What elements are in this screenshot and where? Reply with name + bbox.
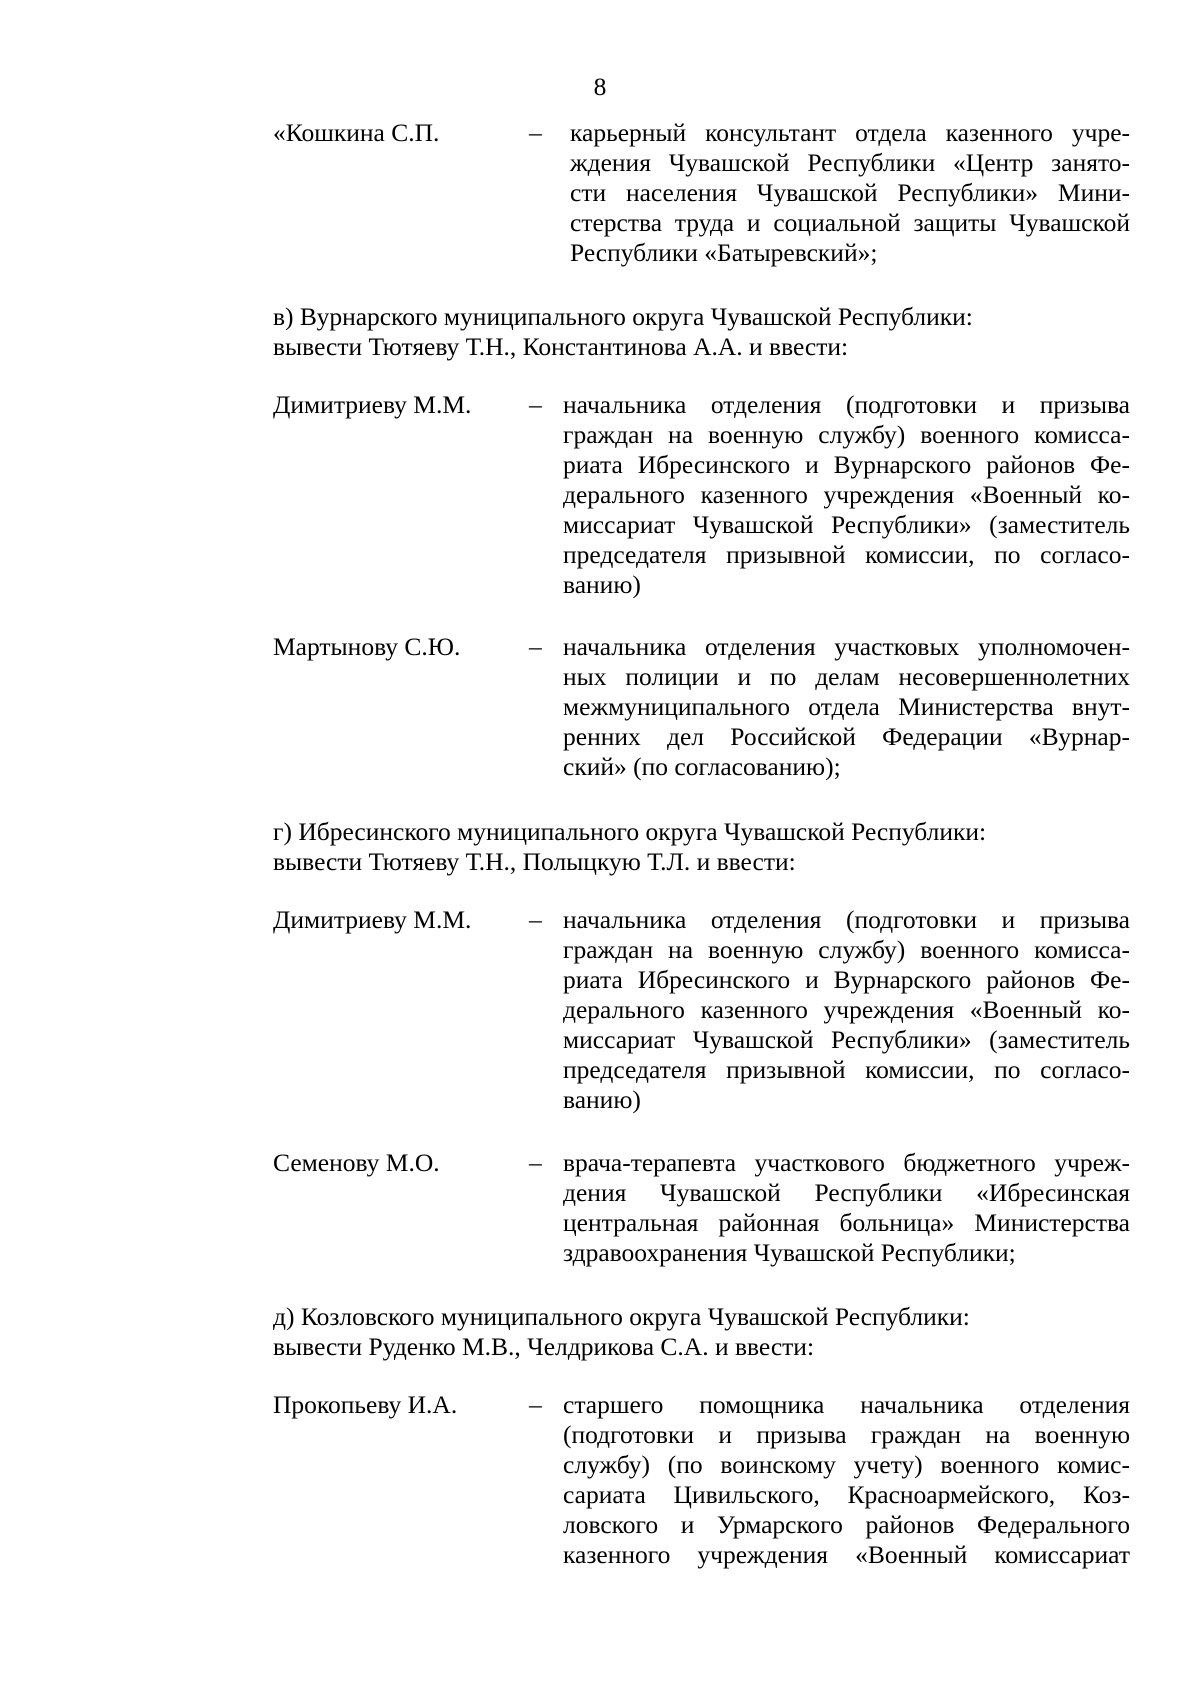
description-line: межмуниципального отдела Министерства внут- [563,692,1130,721]
description-line: сариата Цивильского, Красноармейского, Коз- [563,1480,1130,1509]
member-name: Прокопьеву И.А. [273,1390,458,1419]
district-section [273,1302,1133,1362]
member-description [570,118,1130,268]
description-line: начальника отделения (подготовки и призыва [563,390,1130,419]
description-line: граждан на военную службу) военного комисса- [563,420,1130,449]
description-line: старшего помощника начальника отделения [563,1390,1130,1419]
description-line: дения Чувашской Республики «Ибресинская [563,1178,1130,1207]
description-line: службу) (по воинскому учету) военного комис- [563,1450,1130,1479]
description-line: здравоохранения Чувашской Республики; [563,1238,1016,1267]
description-line: граждан на военную службу) военного комисса- [563,935,1130,964]
description-line: казенного учреждения «Военный комиссариат [563,1540,1130,1569]
section-action: вывести Тютяеву Т.Н., Полыцкую Т.Л. и ввести: [273,847,796,876]
member-name: Семенову М.О. [273,1148,440,1177]
description-line: центральная районная больница» Министерства [563,1208,1130,1237]
description-line: (подготовки и призыва граждан на военную [563,1420,1130,1449]
description-line: сти населения Чувашской Республики» Мини- [570,178,1130,207]
description-line: риата Ибресинского и Вурнарского районов Фе- [563,965,1130,994]
description-line: врача-терапевта участкового бюджетного учреж- [563,1148,1130,1177]
member-name: Димитриеву М.М. [273,390,472,419]
description-line: ждения Чувашской Республики «Центр занято- [570,148,1130,177]
entry-dash: – [529,632,542,661]
description-line: риата Ибресинского и Вурнарского районов Фе- [563,450,1130,479]
district-section [273,302,1133,362]
member-description [563,905,1130,1115]
description-line: Республики «Батыревский»; [570,238,878,267]
description-line: ных полиции и по делам несовершеннолетних [563,662,1130,691]
description-line: начальника отделения (подготовки и призыва [563,905,1130,934]
section-heading: д) Козловского муниципального округа Чувашской Республики: [273,1302,970,1331]
entry-dash: – [529,905,542,934]
member-name: Мартынову С.Ю. [273,632,461,661]
description-line: дерального казенного учреждения «Военный ко- [563,480,1130,509]
description-line: карьерный консультант отдела казенного учре- [570,118,1130,147]
member-description [563,1148,1130,1268]
member-name: «Кошкина С.П. [273,118,440,147]
description-line: миссариат Чувашской Республики» (заместитель [563,1025,1130,1054]
entry-dash: – [529,118,542,147]
description-line: стерства труда и социальной защиты Чувашской [570,208,1130,237]
page-number: 8 [593,72,607,101]
section-heading: в) Вурнарского муниципального округа Чувашской Республики: [273,302,973,331]
member-name: Димитриеву М.М. [273,905,472,934]
entry-dash: – [529,390,542,419]
member-description [563,1390,1130,1570]
description-line: начальника отделения участковых уполномочен- [563,632,1130,661]
description-line: ванию) [563,570,641,599]
member-description [563,390,1130,600]
entry-dash: – [529,1390,542,1419]
member-description [563,632,1130,782]
description-line: ванию) [563,1085,641,1114]
description-line: дерального казенного учреждения «Военный ко- [563,995,1130,1024]
description-line: председателя призывной комиссии, по согласо- [563,540,1130,569]
description-line: ренних дел Российской Федерации «Вурнар- [563,722,1130,751]
section-action: вывести Тютяеву Т.Н., Константинова А.А. и ввести: [273,332,849,361]
section-heading: г) Ибресинского муниципального округа Чувашской Республики: [273,817,987,846]
section-action: вывести Руденко М.В., Челдрикова С.А. и ввести: [273,1332,815,1361]
entry-dash: – [529,1148,542,1177]
description-line: миссариат Чувашской Республики» (заместитель [563,510,1130,539]
description-line: ский» (по согласованию); [563,752,841,781]
district-section [273,817,1133,877]
description-line: председателя призывной комиссии, по согласо- [563,1055,1130,1084]
description-line: ловского и Урмарского районов Федерального [563,1510,1130,1539]
